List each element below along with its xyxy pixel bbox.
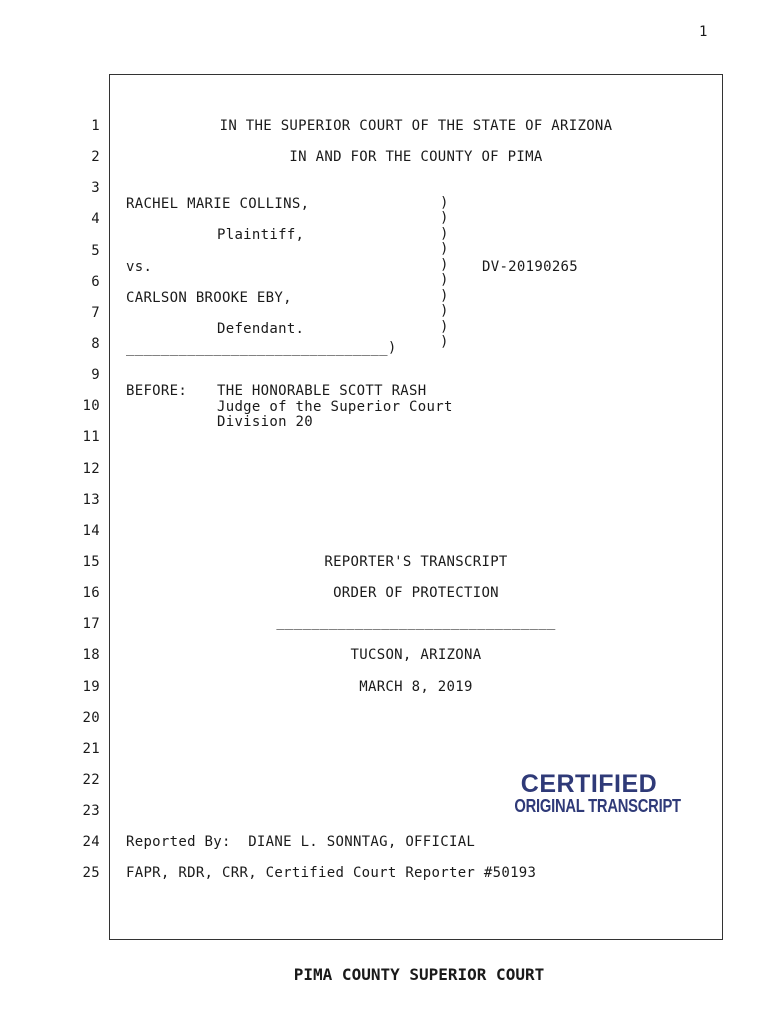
- line-number: 8: [91, 336, 100, 352]
- stamp-line1: CERTIFIED: [520, 770, 658, 798]
- line-number: 7: [91, 305, 100, 321]
- line-number: 2: [91, 149, 100, 165]
- judge-title: Judge of the Superior Court: [217, 399, 453, 415]
- court-heading-line1: IN THE SUPERIOR COURT OF THE STATE OF ARIZONA: [219, 118, 613, 134]
- line-number: 3: [91, 180, 100, 196]
- line-number: 14: [82, 523, 100, 539]
- line-number: 11: [82, 429, 100, 445]
- caption-paren: ): [440, 241, 449, 257]
- caption-paren: ): [440, 272, 449, 288]
- transcript-heading: REPORTER'S TRANSCRIPT: [324, 554, 508, 570]
- page-number: 1: [699, 24, 708, 40]
- caption-paren: ): [440, 288, 449, 304]
- line-number: 20: [82, 710, 100, 726]
- versus: vs.: [126, 259, 153, 275]
- certified-stamp: [498, 772, 680, 815]
- caption-bottom-rule: ______________________________): [126, 340, 397, 356]
- reporter-line2: FAPR, RDR, CRR, Certified Court Reporter #50193: [126, 865, 537, 881]
- judge-name: THE HONORABLE SCOTT RASH: [217, 383, 427, 399]
- transcript-rule: ________________________________: [276, 614, 556, 630]
- line-number: 6: [91, 274, 100, 290]
- line-number: 23: [82, 803, 100, 819]
- line-number: 15: [82, 554, 100, 570]
- line-number: 12: [82, 461, 100, 477]
- judge-division: Division 20: [217, 414, 314, 430]
- line-number: 25: [82, 865, 100, 881]
- caption-paren: ): [440, 195, 449, 211]
- line-number: 4: [91, 211, 100, 227]
- plaintiff-role: Plaintiff,: [217, 227, 305, 243]
- transcript-subject: ORDER OF PROTECTION: [333, 585, 499, 601]
- caption-paren: ): [440, 257, 449, 273]
- stamp-line2: ORIGINAL TRANSCRIPT: [514, 796, 681, 816]
- defendant-name: CARLSON BROOKE EBY,: [126, 290, 292, 306]
- line-number: 13: [82, 492, 100, 508]
- line-number: 5: [91, 243, 100, 259]
- line-number: 9: [91, 367, 100, 383]
- hearing-location: TUCSON, ARIZONA: [350, 647, 482, 663]
- caption-paren: ): [440, 226, 449, 242]
- line-number: 18: [82, 647, 100, 663]
- line-number: 24: [82, 834, 100, 850]
- court-heading-line2: IN AND FOR THE COUNTY OF PIMA: [289, 149, 543, 165]
- line-number: 22: [82, 772, 100, 788]
- line-number: 10: [82, 398, 100, 414]
- line-number: 16: [82, 585, 100, 601]
- line-number: 17: [82, 616, 100, 632]
- hearing-date: MARCH 8, 2019: [359, 679, 473, 695]
- defendant-role: Defendant.: [217, 321, 305, 337]
- line-number: 19: [82, 679, 100, 695]
- line-number: 21: [82, 741, 100, 757]
- page-footer: PIMA COUNTY SUPERIOR COURT: [293, 965, 545, 984]
- line-number: 1: [91, 118, 100, 134]
- caption-paren: ): [440, 334, 449, 350]
- reporter-line1: Reported By: DIANE L. SONNTAG, OFFICIAL: [126, 834, 476, 850]
- caption-paren: ): [440, 303, 449, 319]
- caption-paren: ): [440, 319, 449, 335]
- case-number: DV-20190265: [482, 259, 579, 275]
- plaintiff-name: RACHEL MARIE COLLINS,: [126, 196, 310, 212]
- before-label: BEFORE:: [126, 383, 188, 399]
- caption-paren: ): [440, 210, 449, 226]
